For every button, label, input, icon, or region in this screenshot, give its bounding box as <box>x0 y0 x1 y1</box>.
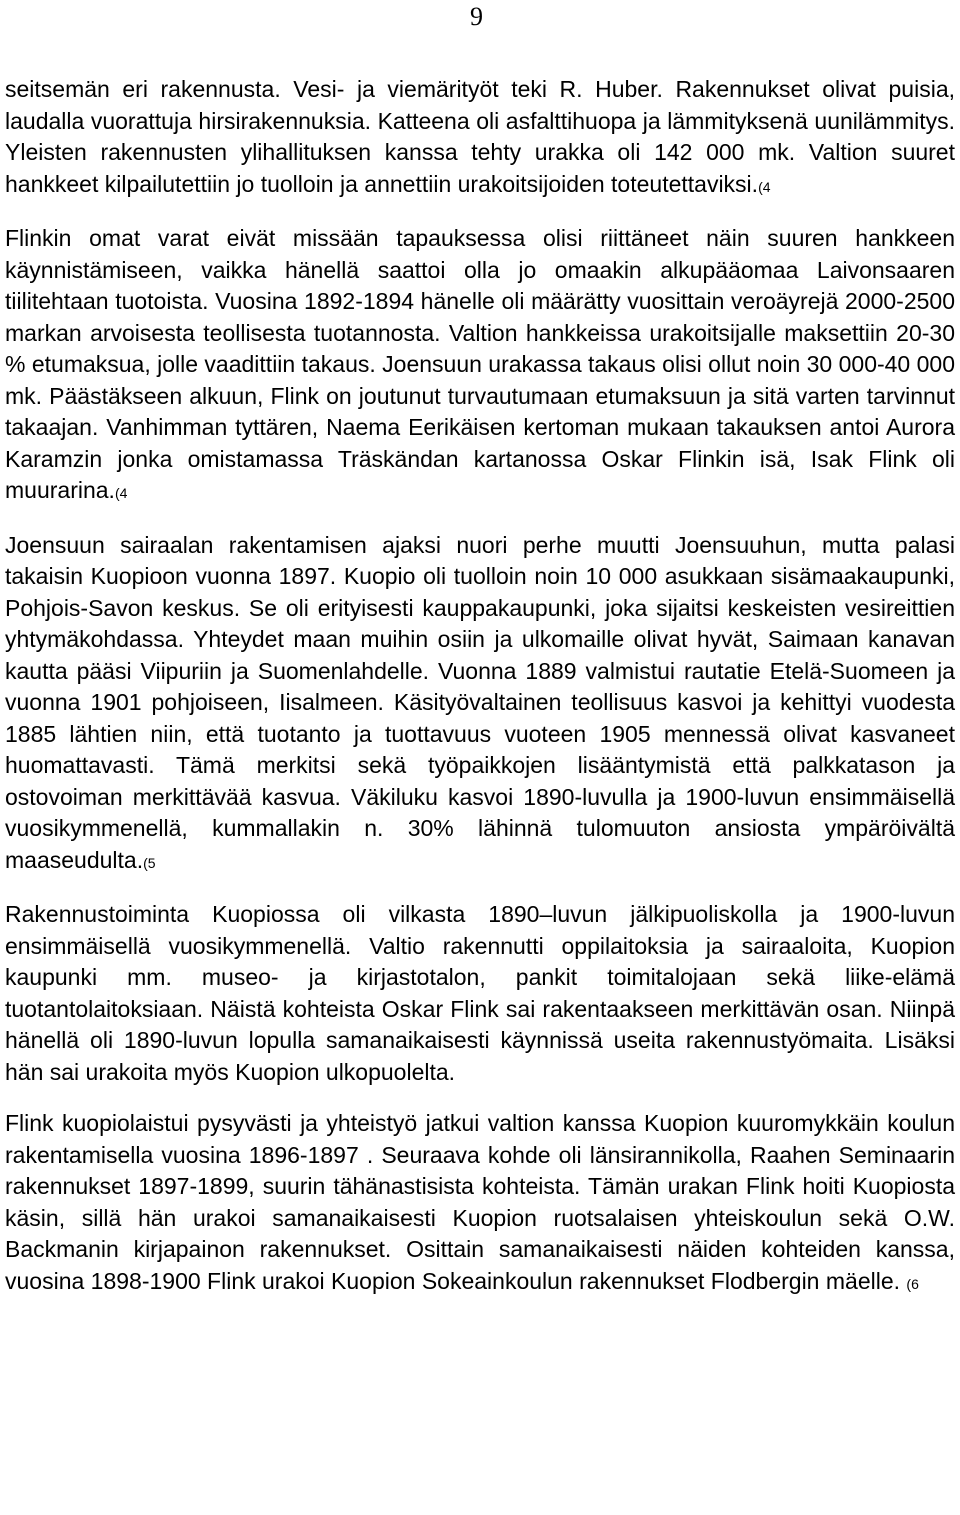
paragraph-2 <box>5 223 955 510</box>
paragraph-text: Rakennustoiminta Kuopiossa oli vilkasta 1890–luvun jälkipuoliskolla ja 1900-luvun ensimmäisellä vuosikymmenellä. Valtio rakennutti oppilaitoksia ja sairaaloita, Kuopion kaupunki mm. museo- ja kirjastotalon, pankit toimitalojaan sekä liike-elämä tuotantolaitoksiaan. Näistä kohteista Oskar Flink sai rakentaakseen merkittävän osan. Niinpä hänellä oli 1890-luvun lopulla samanaikaisesti käynnissä useita rakennustyömaita. Lisäksi hän sai urakoita myös Kuopion ulkopuolelta. <box>5 901 955 1085</box>
footnote-reference: (6 <box>906 1275 919 1292</box>
paragraph-1 <box>5 74 955 203</box>
footnote-reference: (5 <box>143 854 156 871</box>
paragraph-text: Flink kuopiolaistui pysyvästi ja yhteistyö jatkui valtion kanssa Kuopion kuuromykkäin koulun rakentamisella vuosina 1896-1897 . Seuraava kohde oli länsirannikolla, Raahen Seminaarin rakennukset 1897-1899, suurin tähänastisista kohteista. Tämän urakan Flink hoiti Kuopiosta käsin, sillä hän urakoi samanaikaisesti Kuopion ruotsalaisen yhteiskoulun sekä O.W. Backmanin kirjapainon rakennukset. Osittain samanaikaisesti näiden kohteiden kanssa, vuosina 1898-1900 Flink urakoi Kuopion Sokeainkoulun rakennukset Flodbergin mäelle. <box>5 1110 955 1294</box>
footnote-reference: (4 <box>758 178 771 195</box>
footnote-reference: (4 <box>114 485 128 501</box>
paragraph-4 <box>5 899 955 1088</box>
paragraph-text: Joensuun sairaalan rakentamisen ajaksi nuori perhe muutti Joensuuhun, mutta palasi takaisin Kuopioon vuonna 1897. Kuopio oli tuolloin noin 10 000 asukkaan sisämaakaupunki, Pohjois-Savon keskus. Se oli erityisesti kauppakaupunki, joka sijaitsi keskeisten vesireittien yhtymäkohdassa. Yhteydet maan muihin osiin ja ulkomaille olivat hyvät, Saimaan kanavan kautta pääsi Viipuriin ja Suomenlahdelle. Vuonna 1889 valmistui rautatie Etelä-Suomeen ja vuonna 1901 pohjoiseen, Iisalmeen. Käsityövaltainen teollisuus kasvoi ja kehittyi vuodesta 1885 lähtien niin, että tuotanto ja tuottavuus vuoteen 1905 mennessä olivat kasvaneet huomattavasti. Tämä merkitsi sekä työpaikkojen lisääntymistä että palkkatason ja ostovoiman merkittävää kasvua. Väkiluku kasvoi 1890-luvulla ja 1900-luvun ensimmäisellä vuosikymmenellä, kummallakin n. 30% lähinnä tulomuuton ansiosta ympäröivältä maaseudulta. <box>5 531 955 873</box>
paragraph-3 <box>5 530 955 880</box>
paragraph-text: Flinkin omat varat eivät missään tapauksessa olisi riittäneet näin suuren hankkeen käynnistämiseen, vaikka hänellä saattoi olla jo omaakin alkupääomaa Laivonsaaren tiilitehtaan tuotoista. Vuosina 1892-1894 hänelle oli määrätty vuosittain veroäyrejä 2000-2500 markan arvoisesta teollisesta tuotannosta. Valtion hankkeissa urakoitsijalle maksettiin 20-30 % etumaksua, jolle vaadittiin takaus. Joensuun urakassa takaus olisi ollut noin 30 000-40 000 mk. Päästäkseen alkuun, Flink on joutunut turvautumaan etumaksuun ja sitä varten tarvinnut takaajan. Vanhimman tyttären, Naema Eerikäisen kertoman mukaan takauksen antoi Aurora Karamzin jonka omistamassa Träskändan kartanossa Oskar Flinkin isä, Isak Flink oli muurarina. <box>5 225 955 503</box>
page-number: 9 <box>470 2 483 31</box>
document-body <box>5 74 955 1320</box>
paragraph-text: seitsemän eri rakennusta. Vesi- ja viemärityöt teki R. Huber. Rakennukset olivat puisia, laudalla vuorattuja hirsirakennuksia. Katteena oli asfalttihuopa ja lämmityksenä uunilämmitys. Yleisten rakennusten ylihallituksen kanssa tehty urakka oli 142 000 mk. Valtion suuret hankkeet kilpailutettiin jo tuolloin ja annettiin urakoitsijoiden toteutettaviksi. <box>5 76 955 197</box>
paragraph-5 <box>5 1108 955 1300</box>
